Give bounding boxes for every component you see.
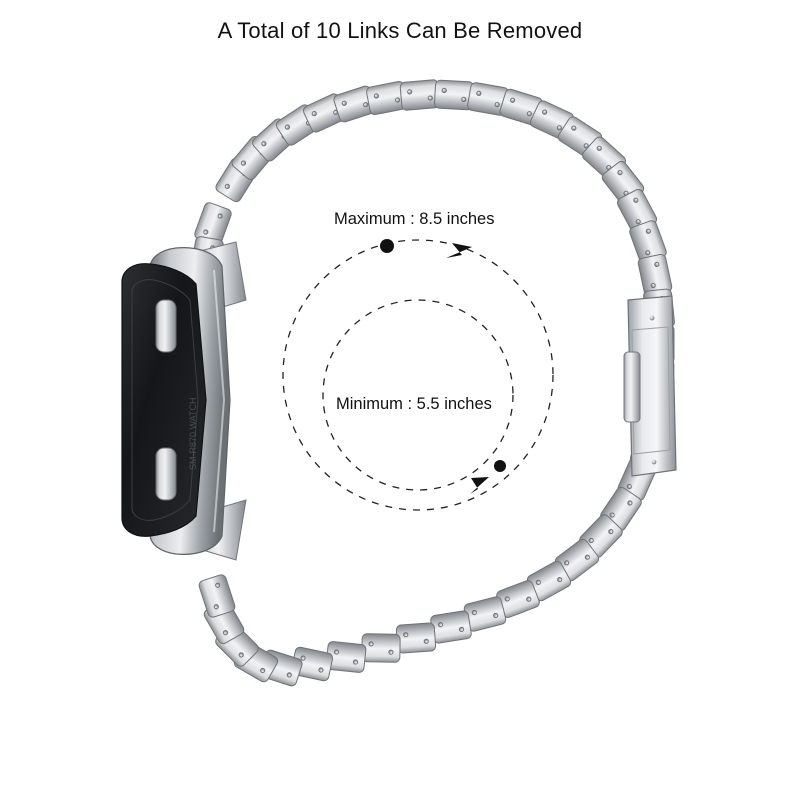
watch-top-button (156, 300, 176, 352)
maximum-size-label: Maximum : 8.5 inches (334, 210, 495, 228)
maximum-circle (283, 240, 553, 510)
minimum-size-label: Minimum : 5.5 inches (336, 395, 492, 413)
size-circles (283, 240, 553, 510)
svg-text:SM-R870 WATCH: SM-R870 WATCH (188, 397, 198, 470)
watch-bottom-button (156, 448, 176, 500)
minimum-dot (494, 460, 506, 472)
page-title: A Total of 10 Links Can Be Removed (217, 18, 583, 43)
watch-case (122, 242, 246, 560)
bracelet-loop (190, 79, 676, 687)
clasp (624, 296, 676, 476)
size-markers (380, 239, 506, 494)
maximum-dot (380, 239, 394, 253)
maximum-arrow (446, 243, 472, 258)
